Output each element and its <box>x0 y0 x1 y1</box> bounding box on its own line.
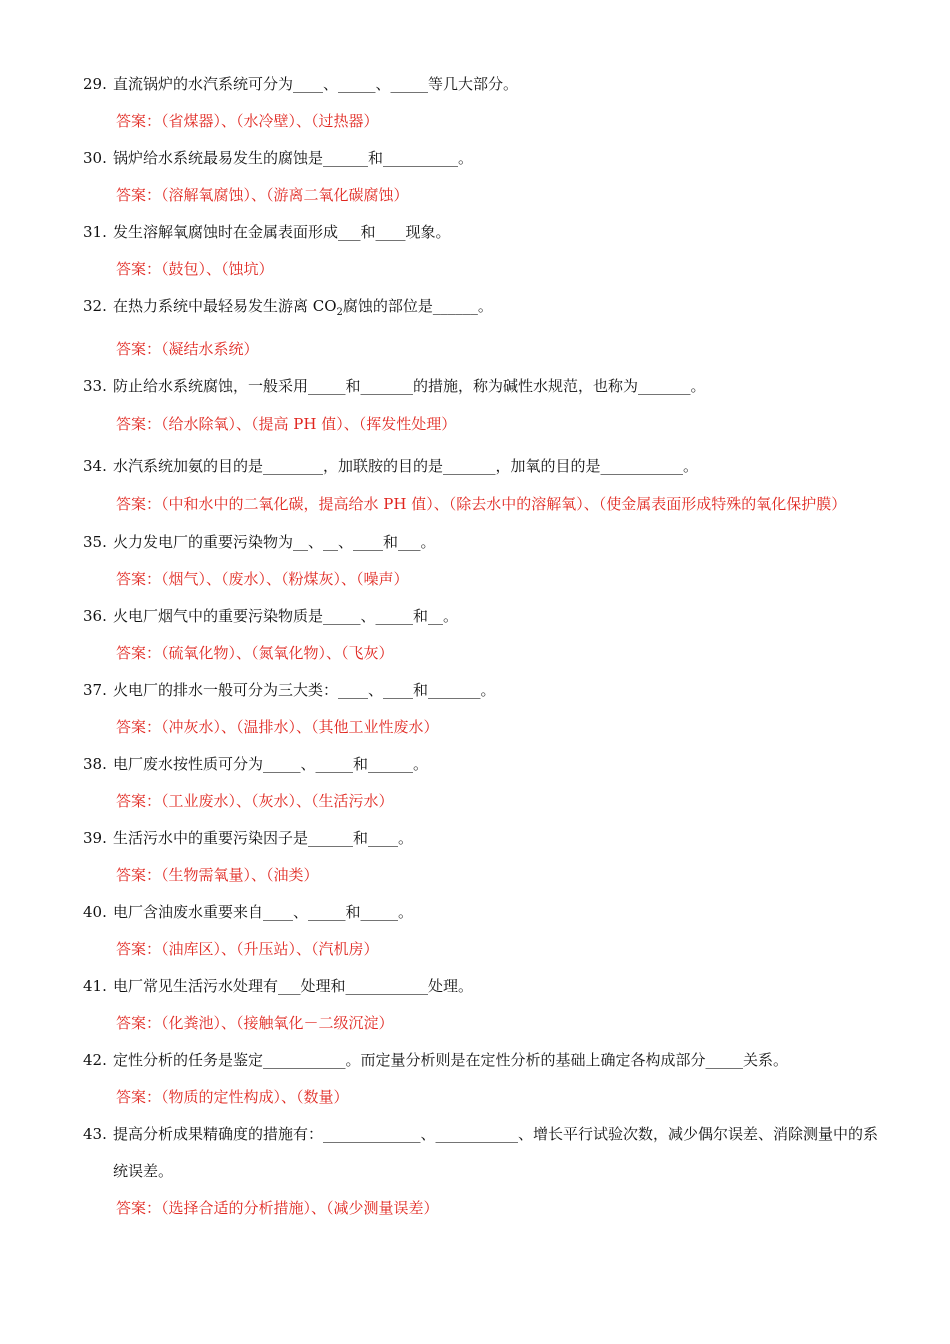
answer: 答案：（化粪池）、（接触氧化－二级沉淀） <box>116 1014 394 1032</box>
answer: 答案：（硫氧化物）、（氮氧化物）、（飞灰） <box>116 644 394 662</box>
question-number: 39. <box>83 829 107 847</box>
question-text: 电厂废水按性质可分为_____、_____和______。 <box>113 755 429 773</box>
answer: 答案：（中和水中的二氧化碳，提高给水 PH 值）、（除去水中的溶解氧）、（使金属表面形成特殊的氧化保护膜） <box>116 495 847 513</box>
qa-item-33 <box>83 368 883 444</box>
question-text: 电厂常见生活污水处理有___处理和___________处理。 <box>113 977 474 995</box>
question <box>83 1042 883 1079</box>
subscript-2: 2 <box>336 307 343 318</box>
question-number: 43. <box>83 1125 107 1143</box>
answer: 答案：（凝结水系统） <box>116 340 259 358</box>
question-text: 火力发电厂的重要污染物为__、__、____和___。 <box>113 533 436 551</box>
qa-list <box>83 66 883 1227</box>
qa-item-37 <box>83 672 883 746</box>
question-number: 30. <box>83 149 107 167</box>
qa-item-29 <box>83 66 883 140</box>
answer: 答案：（物质的定性构成）、（数量） <box>116 1088 349 1106</box>
qa-item-36 <box>83 598 883 672</box>
question-text: 防止给水系统腐蚀，一般采用_____和_______的措施，称为碱性水规范，也称为_______。 <box>113 377 706 395</box>
question-number: 41. <box>83 977 107 995</box>
answer: 答案：（给水除氧）、（提高 PH 值）、（挥发性处理） <box>116 415 457 433</box>
question-number: 29. <box>83 75 107 93</box>
question-text: 水汽系统加氨的目的是________，加联胺的目的是_______，加氧的目的是___________。 <box>113 457 699 475</box>
qa-item-43 <box>83 1116 883 1227</box>
question <box>83 820 883 857</box>
question-text: 火电厂的排水一般可分为三大类：____、____和_______。 <box>113 681 496 699</box>
answer: 答案：（生物需氧量）、（油类） <box>116 866 319 884</box>
question <box>83 598 883 635</box>
question <box>83 214 883 251</box>
question-number: 35. <box>83 533 107 551</box>
question <box>83 66 883 103</box>
answer: 答案：（油库区）、（升压站）、（汽机房） <box>116 940 379 958</box>
answer: 答案：（选择合适的分析措施）、（减少测量误差） <box>116 1199 439 1217</box>
qa-item-38 <box>83 746 883 820</box>
question-text: 发生溶解氧腐蚀时在金属表面形成___和____现象。 <box>113 223 451 241</box>
question-text-post: 腐蚀的部位是______。 <box>342 297 493 315</box>
qa-item-31 <box>83 214 883 288</box>
question-number: 38. <box>83 755 107 773</box>
question-text: 提高分析成果精确度的措施有：_____________、___________、增长平行试验次数，减少偶尔误差、消除测量中的系统误差。 <box>113 1125 879 1180</box>
question <box>83 288 883 331</box>
question-text: 火电厂烟气中的重要污染物质是_____、_____和__。 <box>113 607 459 625</box>
question-text <box>113 288 883 331</box>
question-number: 33. <box>83 377 107 395</box>
question-number: 36. <box>83 607 107 625</box>
qa-item-41 <box>83 968 883 1042</box>
question-number: 40. <box>83 903 107 921</box>
qa-item-34 <box>83 448 883 524</box>
answer: 答案：（烟气）、（废水）、（粉煤灰）、（噪声） <box>116 570 409 588</box>
question <box>83 368 883 405</box>
question <box>83 968 883 1005</box>
question-text: 生活污水中的重要污染因子是______和____。 <box>113 829 414 847</box>
answer: 答案：（工业废水）、（灰水）、（生活污水） <box>116 792 394 810</box>
qa-item-32 <box>83 288 883 368</box>
question <box>83 894 883 931</box>
question-text: 锅炉给水系统最易发生的腐蚀是______和__________。 <box>113 149 474 167</box>
question-number: 34. <box>83 457 107 475</box>
question <box>83 746 883 783</box>
question-text: 电厂含油废水重要来自____、_____和_____。 <box>113 903 414 921</box>
qa-item-40 <box>83 894 883 968</box>
question <box>83 140 883 177</box>
question-number: 31. <box>83 223 107 241</box>
answer: 答案：（鼓包）、（蚀坑） <box>116 260 274 278</box>
question <box>83 448 883 485</box>
question <box>83 524 883 561</box>
question <box>83 1116 883 1190</box>
answer: 答案：（冲灰水）、（温排水）、（其他工业性废水） <box>116 718 439 736</box>
question-text: 定性分析的任务是鉴定___________。而定量分析则是在定性分析的基础上确定各构成部分_____关系。 <box>113 1051 789 1069</box>
question-number: 42. <box>83 1051 107 1069</box>
question-number: 32. <box>83 297 107 315</box>
qa-item-39 <box>83 820 883 894</box>
qa-item-42 <box>83 1042 883 1116</box>
question-text: 直流锅炉的水汽系统可分为____、_____、_____等几大部分。 <box>113 75 519 93</box>
question-number: 37. <box>83 681 107 699</box>
qa-item-30 <box>83 140 883 214</box>
answer: 答案：（省煤器）、（水冷壁）、（过热器） <box>116 112 379 130</box>
qa-item-35 <box>83 524 883 598</box>
question-text-pre: 在热力系统中最轻易发生游离 CO <box>113 297 337 315</box>
answer: 答案：（溶解氧腐蚀）、（游离二氧化碳腐蚀） <box>116 186 409 204</box>
question <box>83 672 883 709</box>
